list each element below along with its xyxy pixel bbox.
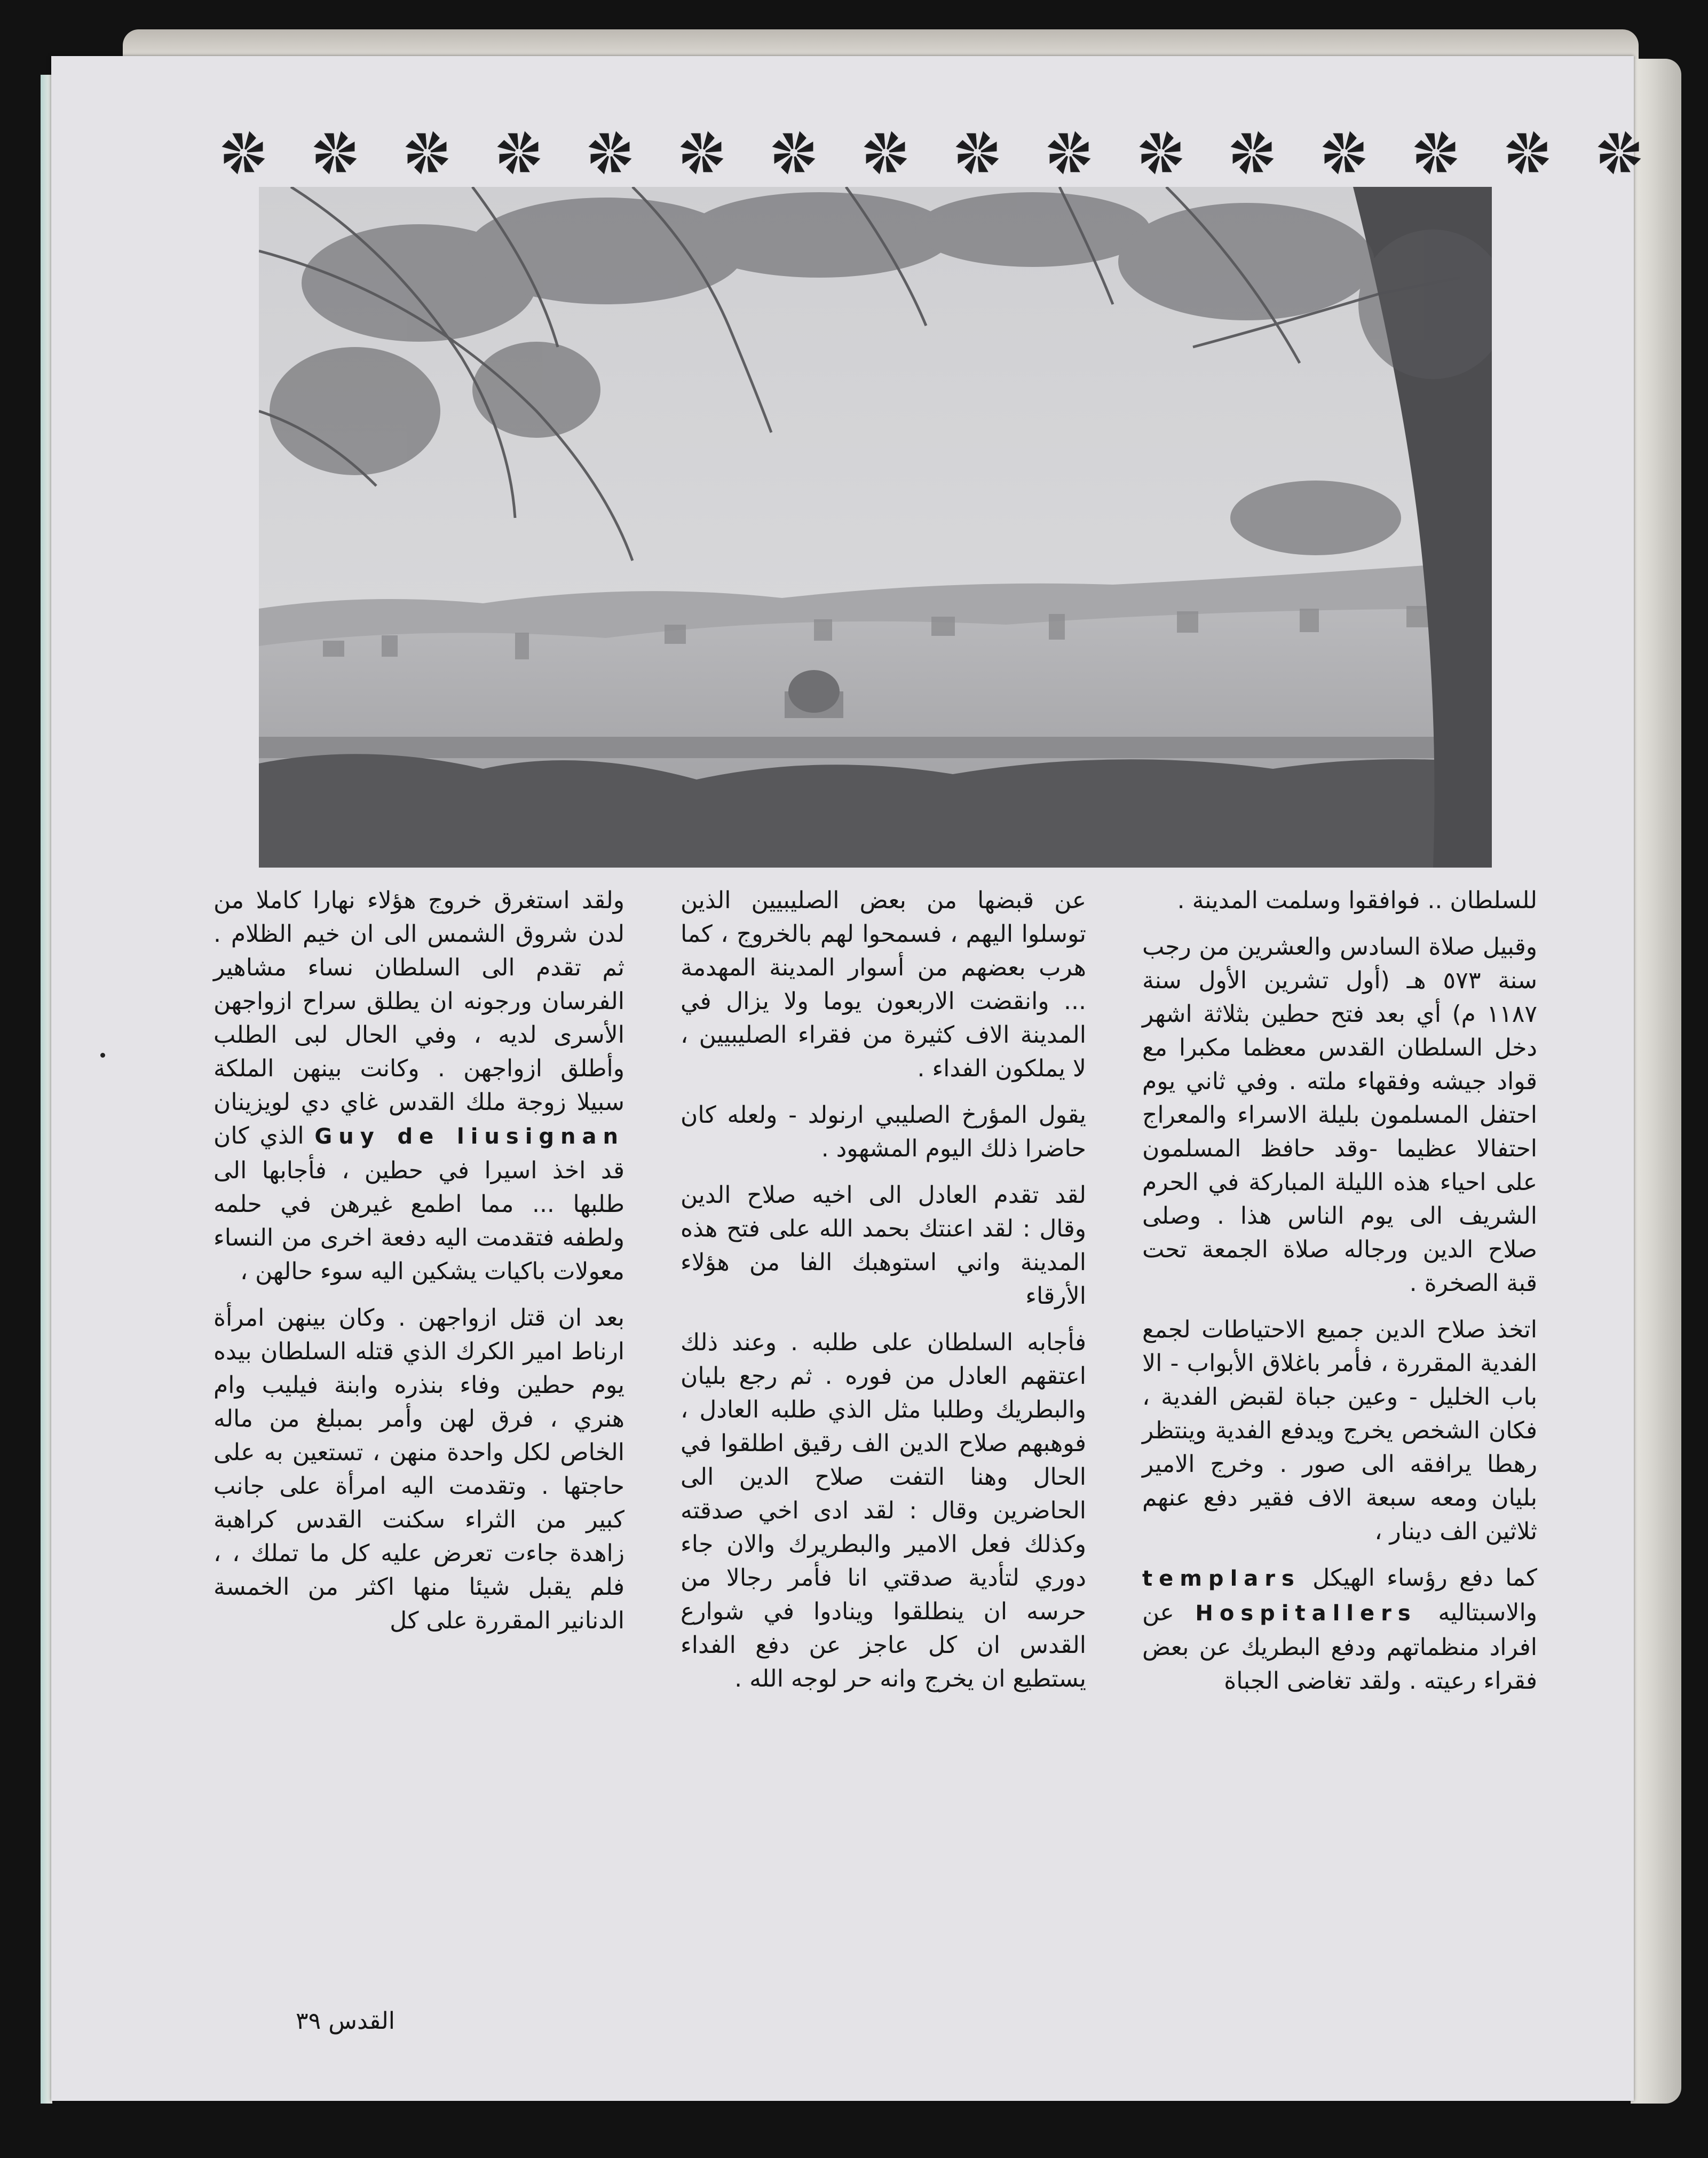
margin-mark (100, 1053, 105, 1058)
pinwheel-ornament-icon (1411, 128, 1460, 177)
paragraph: فأجابه السلطان على طلبه . وعند ذلك اعتقهم العادل من فوره . ثم رجع بليان والبطريك وطلبا مثل الذي طلبه العادل ، فوهبهم صلاح الدين الف رقيق اطلقوا في الحال وهنا التفت صلاح الدين الى الحاضرين وقال : لقد ادى اخي صدقته وكذلك فعل الامير والبطريرك والان جاء دوري لتأدية صدقتي انا فأمر رجالا من حرسه ان ينطلقوا وينادوا في شوارع القدس ان كل عاجز عن دفع الفداء يستطيع ان يخرج وانه حر لوجه الله . (681, 1329, 1086, 1692)
text-column-left (213, 884, 624, 1973)
jerusalem-panorama-photo (259, 187, 1492, 868)
text-column-right (1142, 884, 1537, 1973)
photo-illustration (259, 187, 1492, 868)
city-wall (259, 737, 1492, 758)
pinwheel-ornament-icon (1595, 128, 1644, 177)
pinwheel-ornament-icon (402, 128, 452, 177)
text-run: كما دفع رؤساء الهيكل (1312, 1564, 1537, 1592)
page-folio: القدس ٣٩ (296, 2007, 395, 2035)
text-run: عن افراد منظماتهم ودفع البطريك عن بعض فقراء رعيته . ولقد تغاضى الجباة (1142, 1599, 1537, 1695)
latin-term-hospitallers: Hospitallers (1195, 1601, 1417, 1626)
pinwheel-ornament-icon (219, 128, 268, 177)
paragraph: عن قبضها من بعض الصليبيين الذين توسلوا اليهم ، فسمحوا لهم بالخروج ، كما هرب بعضهم من أسوار المدينة المهدمة ... وانقضت الاربعون يوما ولا يزال في المدينة الاف كثيرة من فقراء الصليبيين ، لا يملكون الفداء . (681, 887, 1086, 1082)
page-stack-left-edge (41, 75, 52, 2104)
paragraph (1142, 1561, 1537, 1698)
paragraph: للسلطان .. فوافقوا وسلمت المدينة . (1177, 887, 1537, 914)
paragraph: لقد تقدم العادل الى اخيه صلاح الدين وقال : لقد اعنتك بحمد الله على فتح هذه المدينة واني استوهبك الفا من هؤلاء الأرقاء (681, 1182, 1086, 1310)
paragraph: وقبيل صلاة السادس والعشرين من رجب سنة ٥٧٣ هـ (أول تشرين الأول سنة ١١٨٧ م) أي بعد فتح حطين بثلاثة اشهر دخل السلطان القدس معظما مكبرا مع قواد جيشه وفقهاء ملته . وفي ثاني يوم احتفل المسلمون بليلة الاسراء والمعراج احتفالا عظيما -وقد حافظ المسلمون على احياء هذه الليلة المباركة في الحرم الشريف الى يوم الناس هذا . وصلى صلاح الدين ورجاله صلاة الجمعة تحت قبة الصخرة . (1142, 933, 1537, 1297)
pinwheel-ornament-icon (953, 128, 1002, 177)
pinwheel-ornament-icon (769, 128, 818, 177)
foreground-trees (259, 754, 1492, 868)
text-column-middle (681, 884, 1086, 1973)
ornament-row (219, 128, 1644, 182)
latin-name-guy-de-lusignan: Guy de liusignan (314, 1124, 624, 1149)
pinwheel-ornament-icon (586, 128, 635, 177)
text-run: والاسبتاليه (1438, 1599, 1537, 1626)
paragraph: اتخذ صلاح الدين جميع الاحتياطات لجمع الفدية المقررة ، فأمر باغلاق الأبواب - الا باب الخليل - وعين جباة لقبض الفدية ، فكان الشخص يخرج ويدفع الفدية وينتظر رهطا يرافقه الى صور . وخرج الامير بليان ومعه سبعة الاف فقير دفع عنهم ثلاثين الف دينار ، (1142, 1316, 1537, 1545)
text-run: الذي كان قد اخذ اسيرا في حطين ، فأجابها الى طلبها ... مما اطمع غيرهن في حلمه ولطفه فتقدمت اليه دفعة اخرى من النساء معولات باكيات يشكين اليه سوء حالهن ، (213, 1122, 624, 1285)
paragraph: بعد ان قتل ازواجهن . وكان بينهن امرأة ارناط امير الكرك الذي قتله السلطان بيده يوم حطين وفاء بنذره وابنة فيليب وام هنري ، فرق لهن وأمر بمبلغ من ماله الخاص لكل واحدة منهن ، تستعين به على حاجتها . وتقدمت اليه امرأة على جانب كبير من الثراء سكنت القدس كراهبة زاهدة جاءت تعرض عليه كل ما تملك ، ، فلم يقبل شيئا منها اكثر من الخمسة الدنانير المقررة على كل (213, 1304, 624, 1634)
pinwheel-ornament-icon (311, 128, 360, 177)
pinwheel-ornament-icon (1228, 128, 1277, 177)
pinwheel-ornament-icon (1503, 128, 1552, 177)
paragraph: يقول المؤرخ الصليبي ارنولد - ولعله كان حاضرا ذلك اليوم المشهود . (681, 1101, 1086, 1162)
page-stack-right-edge (1631, 59, 1681, 2104)
pinwheel-ornament-icon (861, 128, 910, 177)
pinwheel-ornament-icon (677, 128, 726, 177)
pinwheel-ornament-icon (1045, 128, 1094, 177)
pinwheel-ornament-icon (1319, 128, 1369, 177)
pinwheel-ornament-icon (494, 128, 543, 177)
text-run: ولقد استغرق خروج هؤلاء نهارا كاملا من لدن شروق الشمس الى ان خيم الظلام . ثم تقدم الى السلطان نساء مشاهير الفرسان ورجونه ان يطلق سراح ازواجهن الأسرى لديه ، وفي الحال لبى الطلب وأطلق ازواجهن . وكانت بينهن الملكة سبيلا زوجة ملك القدس غاي دي لويزينان (213, 887, 624, 1116)
latin-term-templars: templars (1142, 1566, 1301, 1591)
paragraph (213, 884, 624, 1288)
pinwheel-ornament-icon (1136, 128, 1185, 177)
